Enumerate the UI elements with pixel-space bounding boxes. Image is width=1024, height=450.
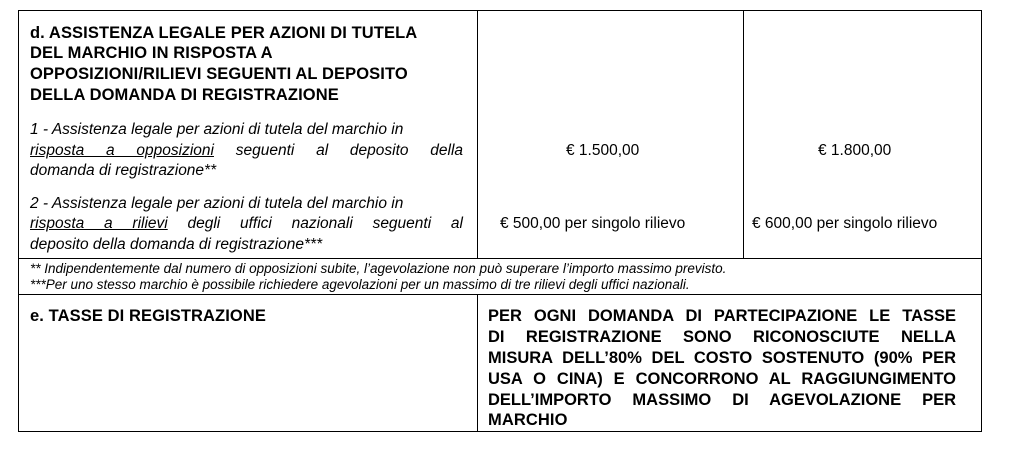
- item-1-line: [30, 142, 463, 160]
- item-2-price-col1: € 500,00 per singolo rilievo: [500, 215, 686, 232]
- table-border-left: [18, 10, 19, 432]
- item-1-price-col1: € 1.500,00: [566, 142, 640, 159]
- footnote: ** Indipendentemente dal numero di opposizioni subite, l’agevolazione non può superare l’importo massimo previsto.: [30, 261, 727, 276]
- fee-table: [18, 10, 982, 432]
- section-d-title-line: d. ASSISTENZA LEGALE PER AZIONI DI TUTELA: [30, 24, 418, 42]
- section-e-description-line: MARCHIO: [488, 411, 568, 429]
- section-e-description-line: PER OGNI DOMANDA DI PARTECIPAZIONE LE TASSE: [488, 307, 956, 325]
- table-border-notes-top: [18, 258, 982, 259]
- item-2-text: degli uffici nazionali seguenti al: [187, 215, 463, 232]
- section-d-title-line: DELLA DOMANDA DI REGISTRAZIONE: [30, 86, 339, 104]
- column-divider-e: [477, 294, 478, 431]
- section-e-description-line: DI REGISTRAZIONE SONO RICONOSCIUTE NELLA: [488, 328, 956, 346]
- item-2-line: 2 - Assistenza legale per azioni di tutela del marchio in: [30, 195, 404, 212]
- table-border-right: [981, 10, 982, 432]
- section-e-title: e. TASSE DI REGISTRAZIONE: [30, 307, 266, 325]
- footnote: ***Per uno stesso marchio è possibile richiedere agevolazioni per un massimo di tre rilievi degli uffici nazionali.: [30, 277, 690, 292]
- item-2-underlined-text: risposta a rilievi: [30, 215, 168, 232]
- item-1-line: domanda di registrazione**: [30, 162, 217, 179]
- section-e-description-line: USA O CINA) E CONCORRONO AL RAGGIUNGIMENTO: [488, 370, 956, 388]
- item-1-underlined-text: risposta a opposizioni: [30, 142, 214, 159]
- item-2-line: deposito della domanda di registrazione***: [30, 236, 323, 253]
- item-2-line: [30, 215, 463, 233]
- item-1-text: seguenti al deposito della: [235, 142, 464, 159]
- table-border-notes-bottom: [18, 294, 982, 295]
- item-1-price-col2: € 1.800,00: [818, 142, 892, 159]
- table-border-bottom: [18, 431, 982, 432]
- table-border-top: [18, 10, 982, 11]
- section-d-title-line: DEL MARCHIO IN RISPOSTA A: [30, 44, 273, 62]
- column-divider-2: [743, 10, 744, 258]
- column-divider-1: [477, 10, 478, 258]
- item-2-price-col2: € 600,00 per singolo rilievo: [752, 215, 938, 232]
- section-d-title-line: OPPOSIZIONI/RILIEVI SEGUENTI AL DEPOSITO: [30, 65, 408, 83]
- section-e-description-line: MISURA DELL’80% DEL COSTO SOSTENUTO (90% PER: [488, 349, 956, 367]
- section-e-description-line: DELL’IMPORTO MASSIMO DI AGEVOLAZIONE PER: [488, 391, 956, 409]
- item-1-line: 1 - Assistenza legale per azioni di tutela del marchio in: [30, 121, 404, 138]
